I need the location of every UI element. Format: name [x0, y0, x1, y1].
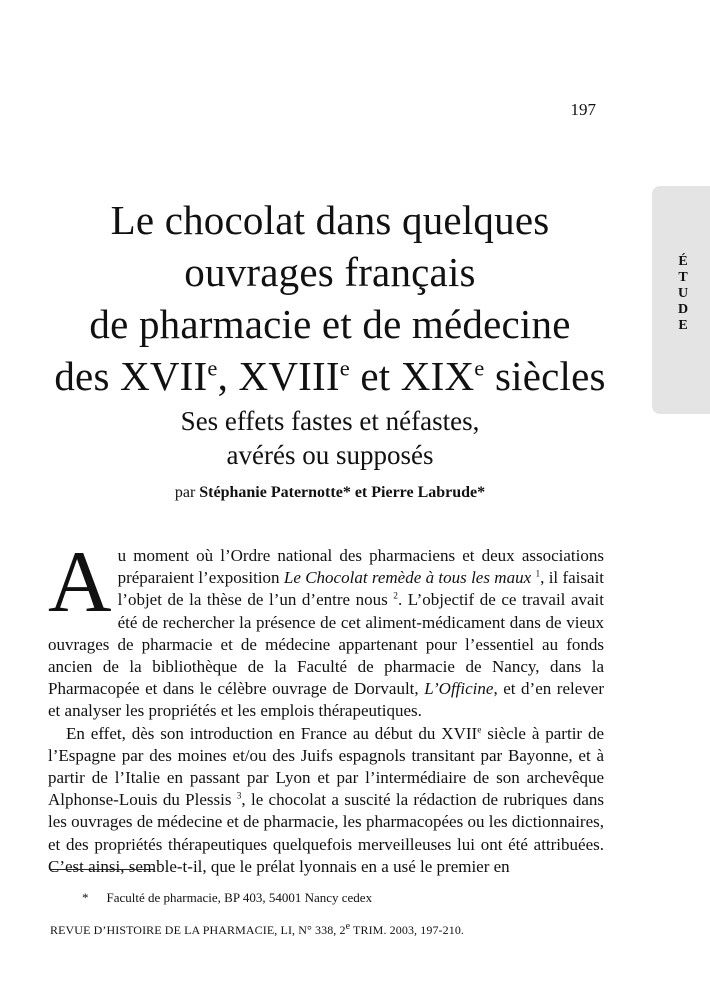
italic-title: Le Chocolat remède à tous les maux — [283, 568, 532, 588]
italic-title: L’Officine — [424, 679, 494, 699]
author-line — [40, 484, 620, 502]
text-run: , le chocolat a suscité la rédaction de rubriques dans les ouvrages de médecine et de pharmacie, les pharmacopées ou les dictionnaires, et des propriétés thérapeutiques quelquefois merveilleuses lui ont été attribuées. C’est ainsi, semble-t-il, que le prélat lyonnais en a usé le premier en — [48, 790, 604, 876]
text-run: , et d’en relever et analyser les propriétés et les emplois thérapeutiques. — [48, 679, 604, 721]
title-text: des XVII — [54, 353, 208, 399]
text-run: . L’objectif de ce travail avait été de rechercher la présence de cet aliment-médicament dans de vieux ouvrages de pharmacie et de médecine appartenant pour l’essentiel au fonds ancien de la bibliothèque de la Faculté de pharmacie de Nancy, dans la Pharmacopée et dans le célèbre ouvrage de Dorvault, — [48, 590, 604, 699]
author-name: Stéphanie Paternotte* — [199, 484, 351, 501]
article-body — [48, 534, 605, 878]
footnote-divider — [50, 869, 154, 870]
subtitle-line: Ses effets fastes et néfastes, — [180, 406, 480, 436]
footnote-text: Faculté de pharmacie, BP 403, 54001 Nancy cedex — [106, 890, 373, 905]
journal-reference — [50, 921, 464, 938]
paragraph — [48, 723, 604, 878]
footnote — [82, 890, 372, 906]
author-name: Pierre Labrude* — [371, 484, 486, 501]
section-tab-letter: U — [677, 286, 689, 301]
journal-text: REVUE D’HISTOIRE DE LA PHARMACIE, LI, N° 338, 2 — [50, 923, 346, 937]
title-superscript: e — [339, 355, 350, 381]
text-run: En effet, dès son introduction en France au début du XVII — [66, 723, 478, 743]
title-superscript: e — [207, 355, 218, 381]
author-joiner: et — [350, 484, 372, 501]
footnote-ref: 3 — [236, 791, 242, 802]
title-text: siècles — [484, 353, 606, 399]
title-line: de pharmacie et de médecine — [89, 301, 571, 347]
superscript: e — [477, 724, 482, 735]
journal-text: TRIM. 2003, 197-210. — [350, 923, 465, 937]
footnote-ref: 1 — [535, 569, 541, 580]
title-line: Le chocolat dans quelques — [110, 197, 550, 243]
title-superscript: e — [474, 355, 485, 381]
title-text: et XIX — [349, 353, 475, 399]
title-line: ouvrages français — [184, 249, 476, 295]
journal-superscript: e — [345, 921, 351, 932]
paragraph — [48, 534, 605, 723]
footnote-marker: * — [82, 890, 89, 905]
title-line — [40, 350, 620, 402]
text-run: u moment où l’Ordre national des pharmaciens et deux associations préparaient l’exposition — [117, 546, 604, 588]
footnote-ref: 2 — [393, 591, 398, 602]
subtitle-line: avérés ou supposés — [226, 440, 434, 470]
section-tab-letter: T — [678, 270, 688, 285]
page-number: 197 — [570, 100, 596, 119]
drop-cap: A — [48, 534, 112, 631]
article-subtitle — [40, 404, 620, 472]
title-text: , XVIII — [217, 353, 340, 399]
section-tab-letter: D — [677, 302, 689, 317]
text-run: , il faisait l’objet de la thèse de l’un d’entre nous — [117, 568, 605, 610]
text-run: siècle à partir de l’Espagne par des moines et/ou des Juifs espagnols transitant par Bayonne, et à partir de l’Italie en passant par Lyon et par l’intermédiaire de son archevêque Alphonse-Louis du Plessis — [48, 723, 605, 810]
article-title — [40, 194, 620, 402]
section-tab-letter: E — [678, 318, 688, 333]
section-tab-letter: É — [678, 254, 688, 269]
section-tab-label — [668, 254, 698, 334]
author-prefix: par — [174, 484, 200, 501]
